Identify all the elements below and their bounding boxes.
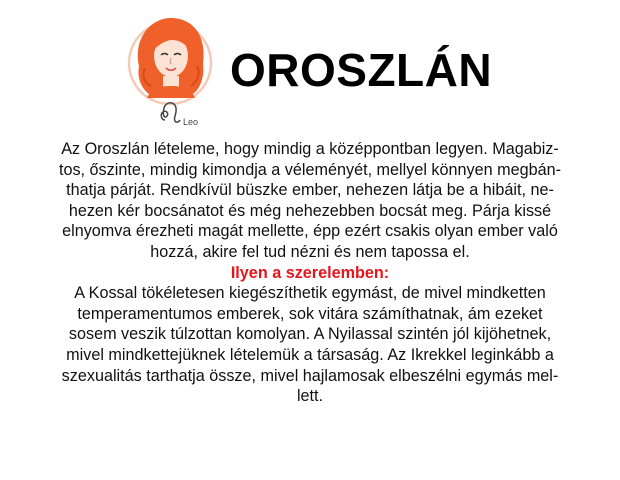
intro-paragraph <box>26 139 594 263</box>
love-line: szexualitás tarthatja össze, mivel hajlamosak elbeszélni egymás mel- <box>61 366 559 385</box>
intro-line: thatja párját. Rendkívül büszke ember, nehezen látja be a hibáit, ne- <box>66 181 554 200</box>
header <box>0 0 620 130</box>
intro-line: elnyomva érezheti magát mellette, épp ezért csakis olyan ember való <box>62 222 558 241</box>
love-section-heading: Ilyen a szerelemben: <box>230 263 390 282</box>
intro-line: hozzá, akire fel tud nézni és nem tapossa el. <box>150 242 470 261</box>
love-line: A Kossal tökéletesen kiegészíthetik egymást, de mivel mindketten <box>74 284 546 303</box>
love-line: temperamentumos emberek, sok vitára számíthatnak, ám ezeket <box>77 304 543 323</box>
love-line: lett. <box>296 387 324 406</box>
logo-label: Leo <box>183 117 199 127</box>
intro-line: hezen kér bocsánatot és még nehezebben bocsát meg. Párja kissé <box>68 201 552 220</box>
love-paragraph <box>26 283 594 407</box>
article-body <box>26 139 594 407</box>
intro-line: tos, őszinte, mindig kimondja a véleményét, mellyel könnyen megbán- <box>58 160 562 179</box>
love-line: mivel mindkettejüknek lételemük a társaság. Az Ikrekkel leginkább a <box>66 345 554 364</box>
love-line: sosem veszik túlzottan komolyan. A Nyilassal szintén jól kijöhetnek, <box>68 325 552 344</box>
leo-zodiac-icon <box>125 8 215 128</box>
page-title: OROSZLÁN <box>230 44 493 96</box>
intro-line: Az Oroszlán lételeme, hogy mindig a középpontban legyen. Magabiz- <box>61 140 559 158</box>
